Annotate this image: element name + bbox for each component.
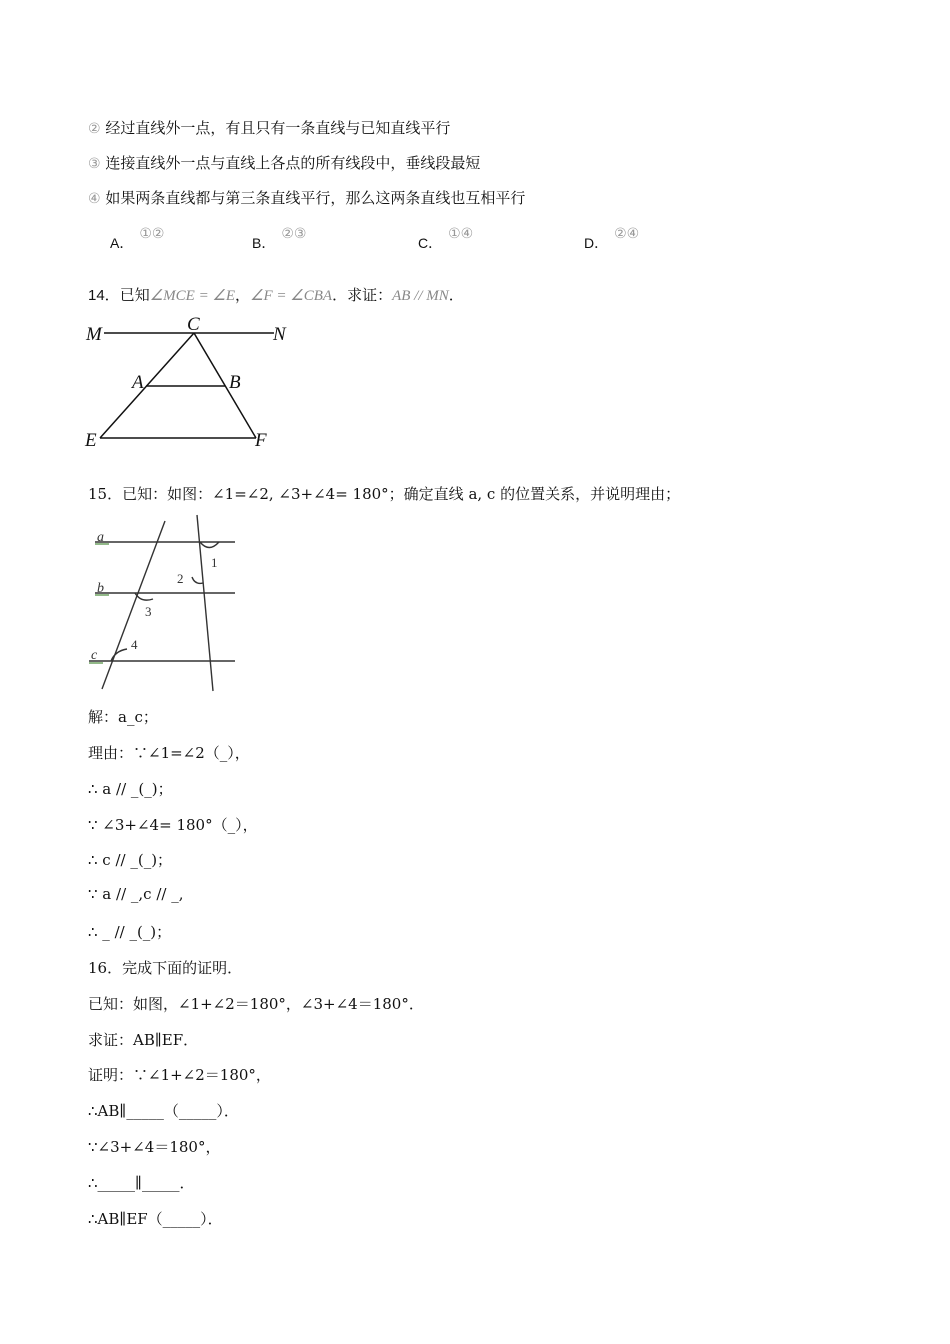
q14-number: 14．	[88, 287, 120, 304]
option-c-value: ①④	[448, 226, 474, 242]
q15-solution-line-6: ∵ a // _,c // _,	[88, 885, 184, 903]
q14-given-prefix: 已知	[119, 286, 150, 304]
q16-proof-line-2: ∴AB∥_____（_____）．	[88, 1102, 239, 1120]
label-f: F	[255, 430, 267, 451]
label-angle-3: 3	[145, 604, 152, 619]
q13-item-3-text: 连接直线外一点与直线上各点的所有线段中，垂线段最短	[105, 154, 481, 172]
transversal-left	[102, 521, 165, 689]
q15-solution-line-4: ∵ ∠3+∠4= 180°（_），	[88, 816, 258, 834]
q15-solution-line-3: ∴ a // _(_)；	[88, 780, 173, 798]
q14-prove-prefix: ．求证：	[332, 286, 393, 304]
q15-solution-line-1: 解：a_c；	[88, 708, 158, 726]
q14-figure	[80, 310, 310, 455]
q13-option-c[interactable]	[418, 226, 474, 253]
q16-proof-line-1: 证明：∵∠1+∠2＝180°，	[88, 1066, 271, 1084]
option-a-label: A．	[110, 235, 134, 251]
q15-solution-line-2: 理由：∵∠1=∠2（_），	[88, 744, 250, 762]
label-c: C	[187, 314, 200, 335]
q16-given: 已知：如图，∠1+∠2＝180°，∠3+∠4＝180°．	[88, 995, 424, 1013]
q13-item-4	[88, 187, 525, 208]
q13-item-2-mark: ②	[88, 121, 101, 137]
q15-solution-line-7: ∴ _ // _(_)；	[88, 923, 172, 941]
angle-1-arc	[200, 542, 219, 548]
label-e: E	[85, 430, 97, 451]
label-m: M	[86, 324, 102, 345]
q16-prove: 求证：AB∥EF．	[88, 1031, 199, 1049]
label-b: B	[229, 372, 241, 393]
label-angle-2: 2	[177, 571, 184, 586]
q14-end: ．	[448, 286, 464, 304]
q15-solution-line-5: ∴ c // _(_)；	[88, 851, 173, 869]
q13-item-4-text: 如果两条直线都与第三条直线平行，那么这两条直线也互相平行	[105, 189, 526, 207]
q14-cond2: ∠F = ∠CBA	[250, 288, 333, 304]
label-angle-1: 1	[211, 555, 218, 570]
option-b-value: ②③	[281, 226, 307, 242]
option-c-label: C．	[418, 235, 443, 251]
angle-2-arc	[192, 577, 203, 583]
q13-item-3-mark: ③	[88, 156, 101, 172]
label-n: N	[273, 324, 286, 345]
label-angle-4: 4	[131, 637, 138, 652]
q15-statement: 15．已知：如图：∠1=∠2, ∠3+∠4= 180°；确定直线 a, c 的位置关系，并说明理由；	[88, 485, 681, 503]
q16-proof-line-3: ∵∠3+∠4＝180°，	[88, 1138, 221, 1156]
option-a-value: ①②	[139, 226, 165, 242]
q13-item-2-text: 经过直线外一点，有且只有一条直线与已知直线平行	[105, 119, 451, 137]
option-d-label: D．	[584, 235, 609, 251]
label-b: b	[97, 581, 104, 596]
q16-proof-line-4: ∴_____∥_____．	[88, 1174, 195, 1192]
label-c: c	[91, 648, 98, 663]
q14-cond1: ∠MCE = ∠E	[149, 288, 236, 304]
q15-figure	[85, 513, 245, 695]
q13-option-b[interactable]	[252, 226, 307, 253]
q13-item-4-mark: ④	[88, 191, 101, 207]
label-a: a	[97, 530, 104, 545]
option-b-label: B．	[252, 235, 276, 251]
q13-item-3	[88, 152, 480, 173]
q14-sep1: ，	[235, 286, 251, 304]
q13-option-a[interactable]	[110, 226, 165, 253]
q14-statement	[88, 284, 464, 305]
q16-proof-line-5: ∴AB∥EF（_____）．	[88, 1210, 223, 1228]
label-a: A	[132, 372, 144, 393]
q13-option-d[interactable]	[584, 226, 640, 253]
q13-item-2	[88, 117, 450, 138]
q16-title: 16．完成下面的证明．	[88, 959, 243, 977]
q14-prove: AB // MN	[392, 288, 449, 304]
option-d-value: ②④	[614, 226, 640, 242]
